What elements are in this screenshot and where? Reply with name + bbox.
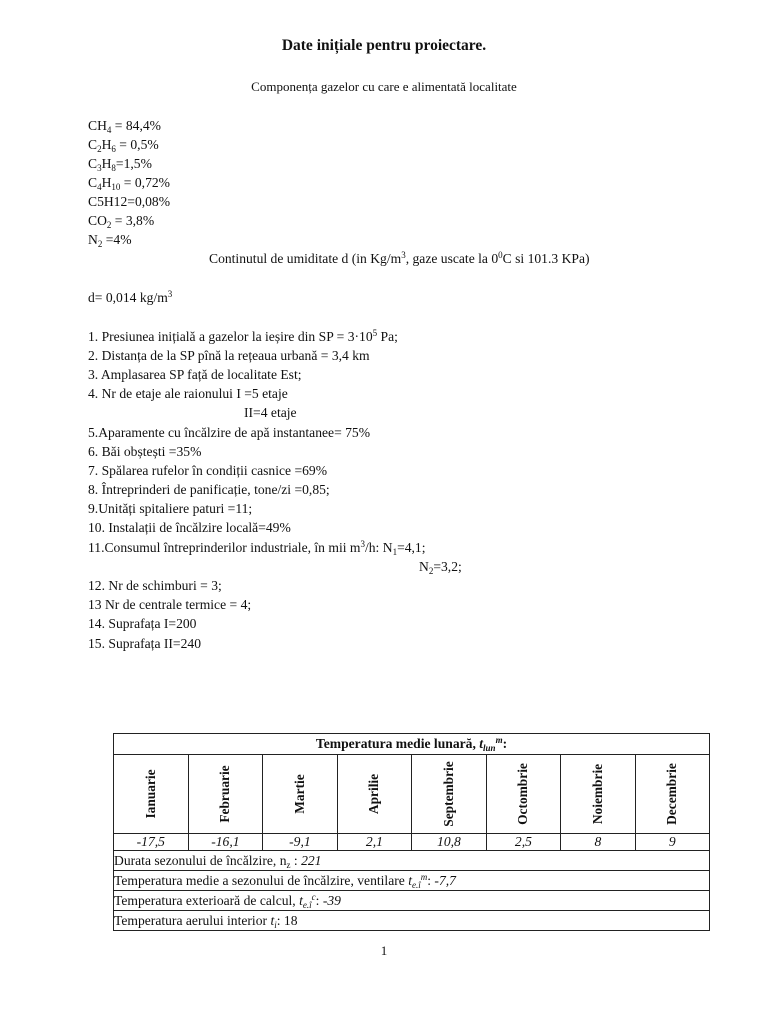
design-outdoor-temp: Temperatura exterioară de calcul, $t_{e.î}^c$: -39 bbox=[114, 891, 710, 911]
month-header: Februarie bbox=[188, 755, 263, 834]
humidity-value: d= 0,014 $kg/m^3$ bbox=[88, 289, 173, 305]
table-cell: -17,5 bbox=[114, 834, 189, 851]
item-area-1: 14. Suprafața I=200 bbox=[88, 616, 197, 631]
table-cell: 10,8 bbox=[412, 834, 487, 851]
item-initial-pressure: 1. Presiunea inițială a gazelor la ieșire din SP = $3\cdot 10^5$ Pa; bbox=[88, 328, 398, 344]
item-area-2: 15. Suprafața II=240 bbox=[88, 636, 201, 651]
month-header: Noiembrie bbox=[561, 755, 635, 834]
item-hospital-beds: 9.Unități spitaliere paturi =11; bbox=[88, 501, 253, 516]
item-floors-second: II=4 etaje bbox=[244, 405, 297, 420]
values-row bbox=[114, 834, 710, 851]
item-local-heating: 10. Instalații de încălzire locală=49% bbox=[88, 520, 291, 535]
gas-line-c4h10: $C_4H_{10} = 0,72\%$ bbox=[88, 175, 170, 192]
table-cell: 8 bbox=[561, 834, 635, 851]
item-distance: 2. Distanța de la SP pînă la rețeaua urbană = 3,4 km bbox=[88, 348, 370, 363]
item-industrial-n2: $N_2=3,2$; bbox=[419, 559, 462, 576]
item-floors: 4. Nr de etaje ale raionului I =5 etaje bbox=[88, 386, 288, 401]
gas-composition-heading: Componența gazelor cu care e alimentată localitate bbox=[251, 79, 517, 94]
table-cell: -9,1 bbox=[263, 834, 338, 851]
gas-line-co2: $CO_2 = 3,8\%$ bbox=[88, 213, 155, 230]
item-location: 3. Amplasarea SP față de localitate Est; bbox=[88, 367, 302, 382]
table-cell: 9 bbox=[635, 834, 709, 851]
month-header: Decembrie bbox=[635, 755, 709, 834]
indoor-air-temp: Temperatura aerului interior $t_i$: 18 bbox=[114, 911, 710, 931]
item-shifts: 12. Nr de schimburi = 3; bbox=[88, 578, 222, 593]
item-public-baths: 6. Băi obștești =35% bbox=[88, 444, 202, 459]
heating-season-mean-temp: Temperatura medie a sezonului de încălzire, ventilare $t_{e.î}^m$: -7,7 bbox=[114, 871, 710, 891]
heating-season-duration: Durata sezonului de încălzire, $n_z$ : 221 bbox=[114, 851, 710, 871]
gas-line-c5h12: C5H12=0,08% bbox=[88, 194, 171, 209]
gas-line-c2h6: $C_2H_6 = 0,5\%$ bbox=[88, 137, 159, 154]
item-thermal-plants: 13 Nr de centrale termice = 4; bbox=[88, 597, 252, 612]
item-industrial-consumption: 11.Consumul întreprinderilor industriale, în mii $m^3/h$: $N_1=4,1$; bbox=[88, 539, 426, 557]
month-header: Martie bbox=[263, 755, 338, 834]
humidity-heading: Continutul de umiditate d (in $Kg/m^3$, gaze uscate la $0^0C$ si 101.3 KPa) bbox=[209, 250, 590, 266]
table-cell: 2,5 bbox=[486, 834, 560, 851]
item-laundry: 7. Spălarea rufelor în condiții casnice =69% bbox=[88, 463, 328, 478]
gas-line-ch4: $CH_4 = 84,4\%$ bbox=[88, 118, 161, 135]
month-header: Septembrie bbox=[412, 755, 487, 834]
table-header: Temperatura medie lunară, $t_{lun}^m$: bbox=[114, 734, 710, 755]
table-cell: 2,1 bbox=[337, 834, 411, 851]
month-header: Ianuarie bbox=[114, 755, 189, 834]
item-bakeries: 8. Întreprinderi de panificație, tone/zi =0,85; bbox=[88, 482, 330, 497]
page-title: Date inițiale pentru proiectare. bbox=[281, 37, 487, 54]
item-water-heaters: 5.Aparamente cu încălzire de apă instantanee= 75% bbox=[88, 425, 371, 440]
gas-line-n2: $N_2 =4\%$ bbox=[88, 232, 132, 249]
temperature-table bbox=[113, 733, 710, 931]
page-number: 1 bbox=[380, 943, 388, 958]
gas-line-c3h8: $C_3H_8=1,5\%$ bbox=[88, 156, 152, 173]
table-cell: -16,1 bbox=[188, 834, 263, 851]
month-header: Aprilie bbox=[337, 755, 411, 834]
month-header: Octombrie bbox=[486, 755, 560, 834]
months-row bbox=[114, 755, 710, 834]
